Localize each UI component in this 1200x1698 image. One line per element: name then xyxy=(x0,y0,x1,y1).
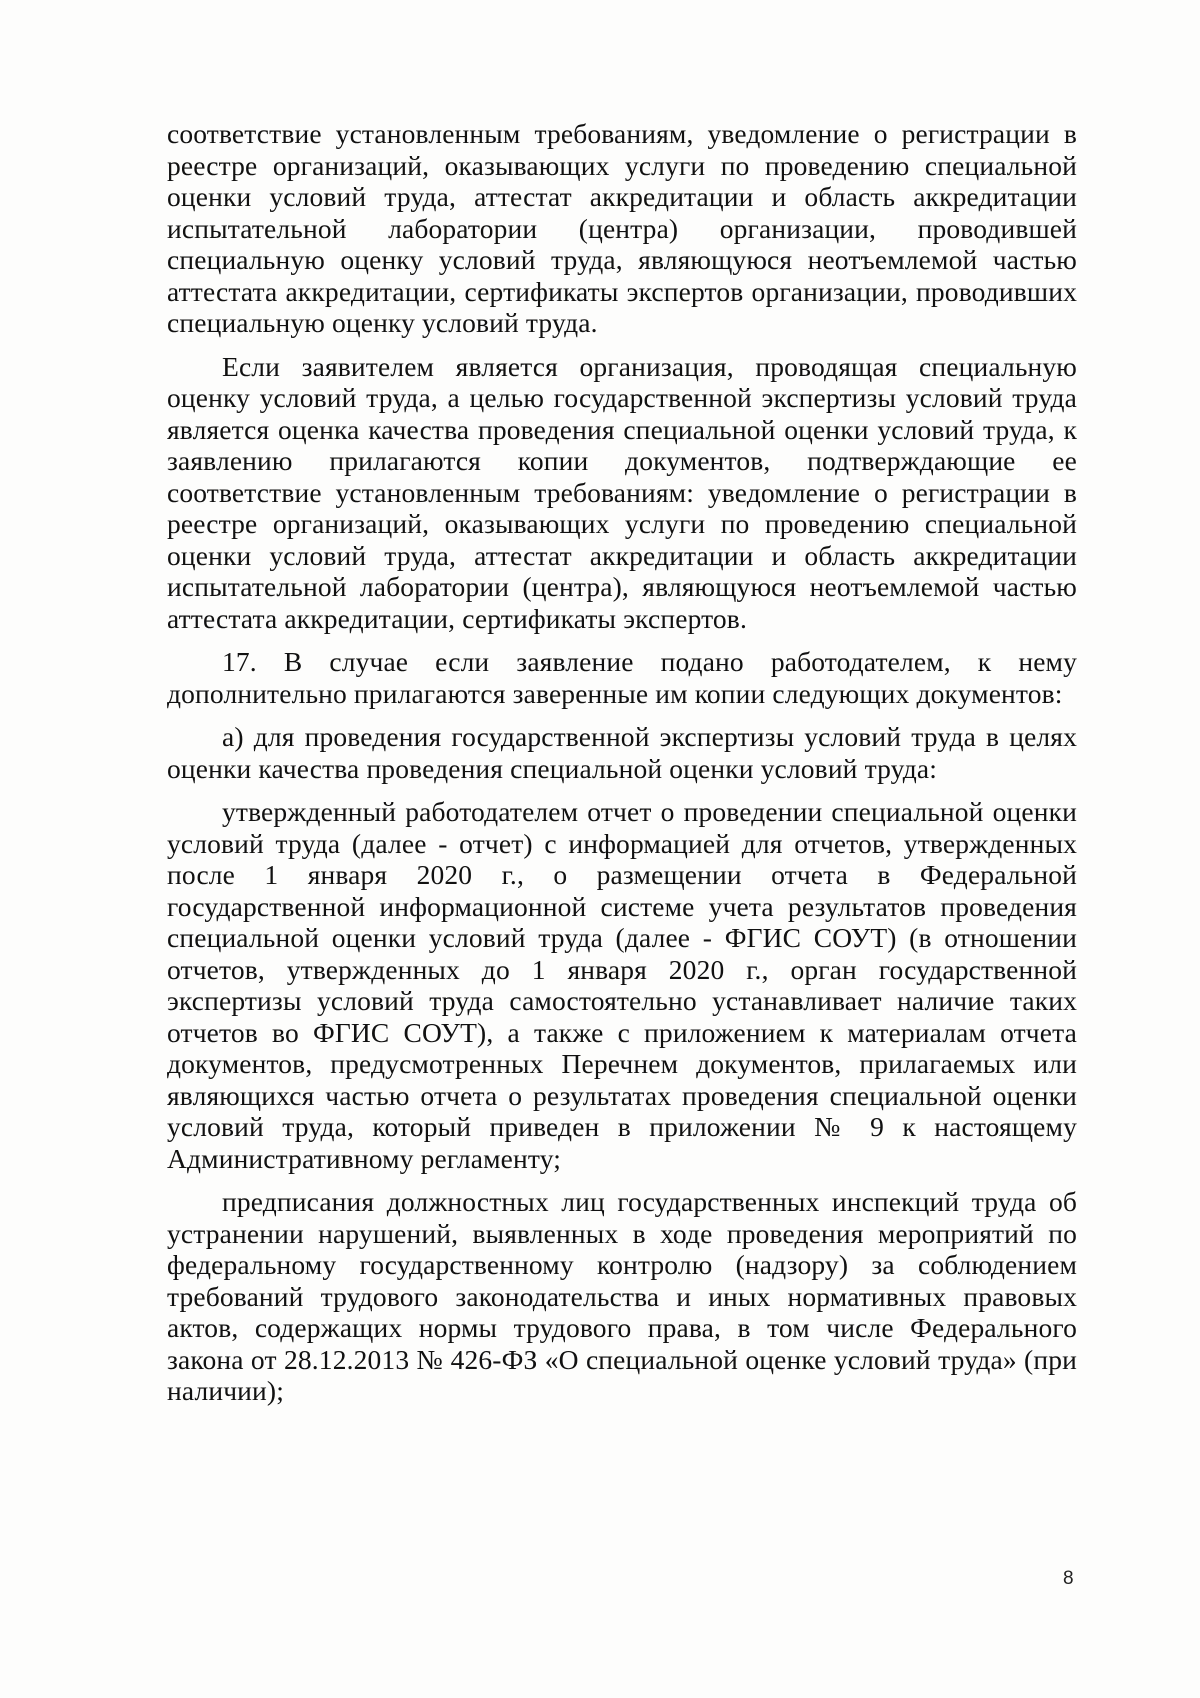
paragraph-item-17: 17. В случае если заявление подано работодателем, к нему дополнительно прилагаются заверенные им копии следующих документов: xyxy=(167,646,1077,709)
document-body xyxy=(167,118,1077,1419)
page-number: 8 xyxy=(1063,1568,1074,1589)
paragraph-continuation: соответствие установленным требованиям, уведомление о регистрации в реестре организаций, оказывающих услуги по проведению специальной оценки условий труда, аттестат аккредитации и область аккредитации испытательной лаборатории (центра) организации, проводившей специальную оценку условий труда, являющуюся неотъемлемой частью аттестата аккредитации, сертификаты экспертов организации, проводивших специальную оценку условий труда. xyxy=(167,118,1077,338)
paragraph-subitem-a: а) для проведения государственной экспертизы условий труда в целях оценки качества проведения специальной оценки условий труда: xyxy=(167,721,1077,784)
paragraph-approved-report: утвержденный работодателем отчет о проведении специальной оценки условий труда (далее - отчет) с информацией для отчетов, утвержденных после 1 января 2020 г., о размещении отчета в Федеральной государственной информационной системе учета результатов проведения специальной оценки условий труда (далее - ФГИС СОУТ) (в отношении отчетов, утвержденных до 1 января 2020 г., орган государственной экспертизы условий труда самостоятельно устанавливает наличие таких отчетов во ФГИС СОУТ), а также с приложением к материалам отчета документов, предусмотренных Перечнем документов, прилагаемых или являющихся частью отчета о результатах проведения специальной оценки условий труда, который приведен в приложении № 9 к настоящему Административному регламенту; xyxy=(167,796,1077,1174)
paragraph-organization-applicant: Если заявителем является организация, проводящая специальную оценку условий труда, а целью государственной экспертизы условий труда является оценка качества проведения специальной оценки условий труда, к заявлению прилагаются копии документов, подтверждающие ее соответствие установленным требованиям: уведомление о регистрации в реестре организаций, оказывающих услуги по проведению специальной оценки условий труда, аттестат аккредитации и область аккредитации испытательной лаборатории (центра), являющуюся неотъемлемой частью аттестата аккредитации, сертификаты экспертов. xyxy=(167,350,1077,634)
paragraph-inspection-orders: предписания должностных лиц государственных инспекций труда об устранении нарушений, выявленных в ходе проведения мероприятий по федеральному государственному контролю (надзору) за соблюдением требований трудового законодательства и иных нормативных правовых актов, содержащих нормы трудового права, в том числе Федерального закона от 28.12.2013 № 426-ФЗ «О специальной оценке условий труда» (при наличии); xyxy=(167,1186,1077,1406)
